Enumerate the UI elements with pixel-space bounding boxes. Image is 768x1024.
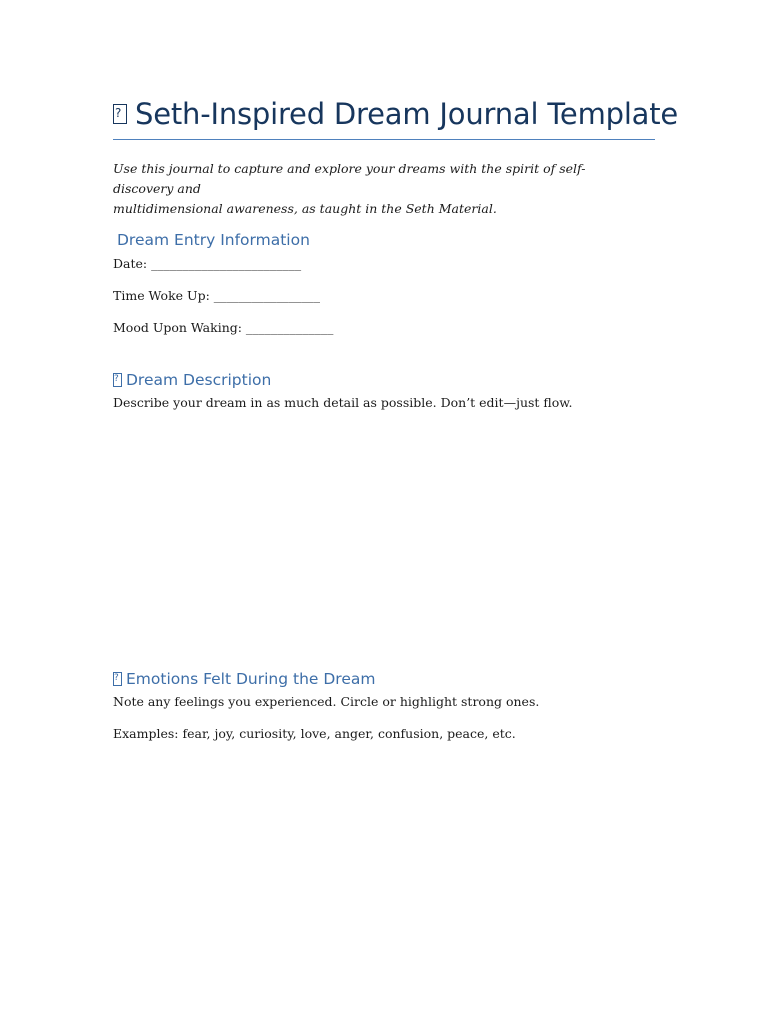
intro-line-2: multidimensional awareness, as taught in the Seth Material.: [113, 201, 497, 216]
unknown-glyph-icon: [113, 672, 122, 686]
page-title: Seth-Inspired Dream Journal Template: [135, 97, 679, 131]
time-woke-up-field-line: Time Woke Up: _________________: [113, 288, 321, 303]
emotions-examples: Examples: fear, joy, curiosity, love, anger, confusion, peace, etc.: [113, 726, 516, 741]
date-field-line: Date: ________________________: [113, 256, 302, 271]
emotions-heading: [113, 669, 375, 689]
dream-description-heading-text: Dream Description: [126, 371, 272, 389]
unknown-glyph-icon: [113, 373, 122, 387]
intro-line-1: Use this journal to capture and explore your dreams with the spirit of self-discovery and: [113, 161, 586, 196]
unknown-glyph-icon: [113, 104, 127, 124]
intro-paragraph: [113, 159, 633, 219]
title-row: [113, 95, 679, 140]
emotions-heading-text: Emotions Felt During the Dream: [126, 670, 376, 688]
mood-field-line: Mood Upon Waking: ______________: [113, 320, 334, 335]
emotions-text: Note any feelings you experienced. Circle or highlight strong ones.: [113, 694, 540, 709]
dream-description-heading: [113, 370, 271, 390]
entry-info-heading: [117, 230, 310, 250]
dream-description-text: Describe your dream in as much detail as possible. Don’t edit—just flow.: [113, 395, 573, 410]
entry-info-heading-text: Dream Entry Information: [117, 231, 310, 249]
